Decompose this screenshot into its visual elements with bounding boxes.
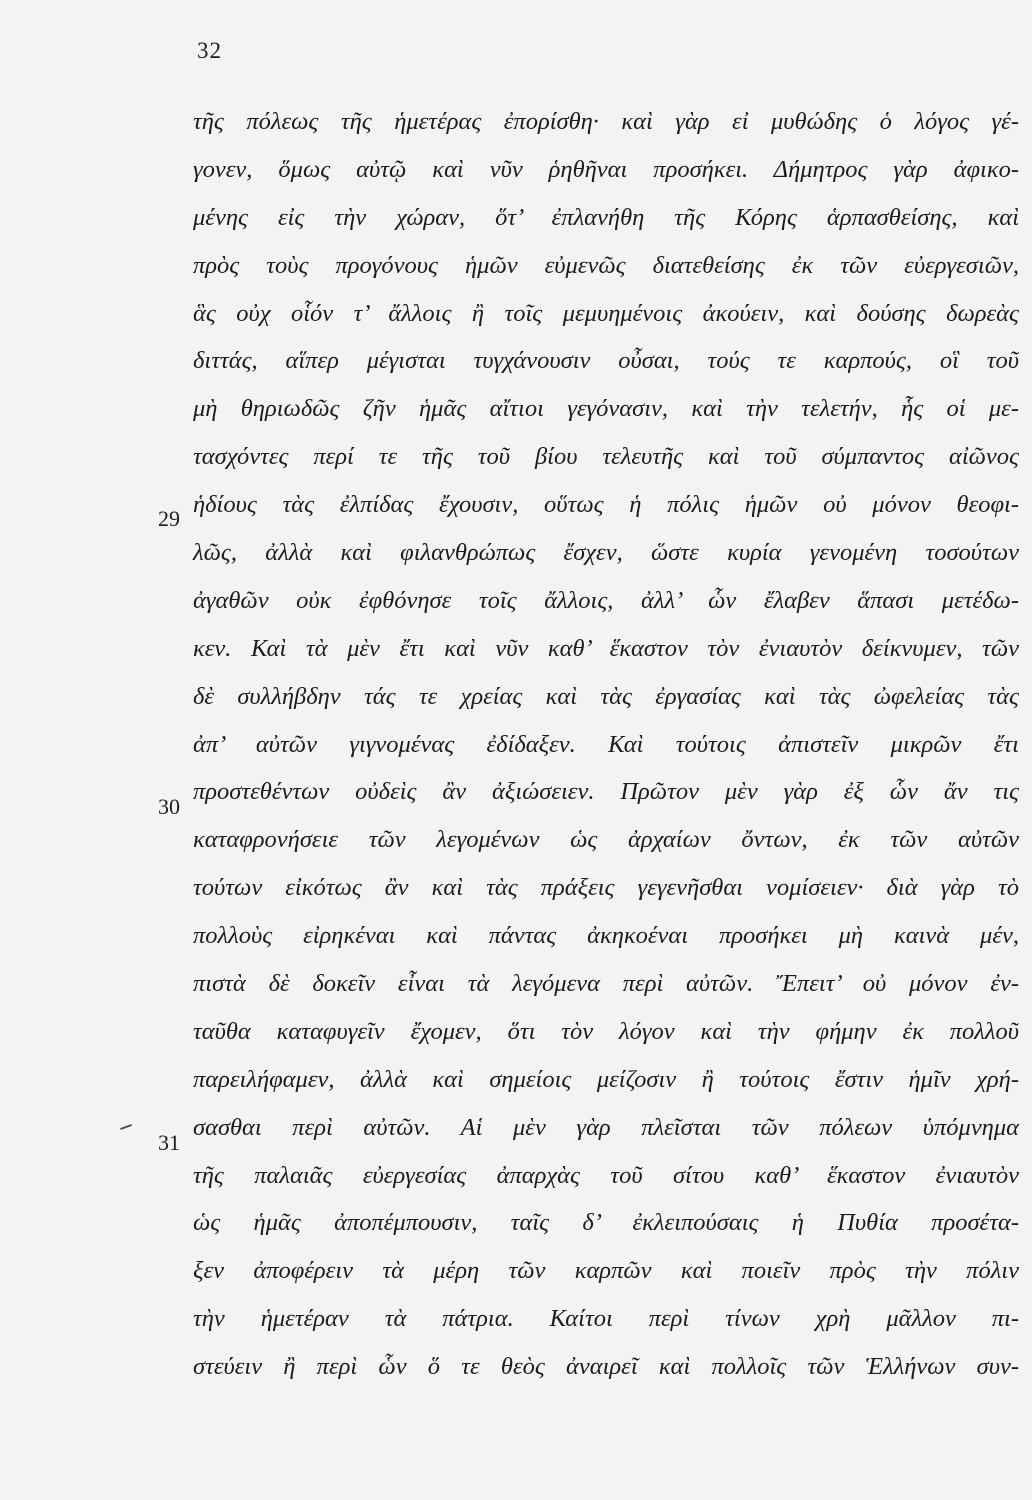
text-line: γονεν, ὅμως αὐτῷ καὶ νῦν ῥηθῆναι προσήκει. Δήμητρος γὰρ ἀφικο-: [193, 155, 1019, 183]
section-number-29: 29: [158, 506, 180, 531]
text-line: τούτων εἰκότως ἂν καὶ τὰς πράξεις γεγενῆσθαι νομίσειεν· διὰ γὰρ τὸ: [193, 874, 1019, 902]
text-line: ἡδίους τὰς ἐλπίδας ἔχουσιν, οὕτως ἡ πόλις ἡμῶν οὐ μόνον θεοφι-: [193, 491, 1019, 519]
page-number: 32: [197, 38, 222, 63]
text-line: ἀγαθῶν οὐκ ἐφθόνησε τοῖς ἄλλοις, ἀλλ’ ὧν ἔλαβεν ἅπασι μετέδω-: [193, 586, 1019, 614]
text-line: τῆς παλαιᾶς εὐεργεσίας ἀπαρχὰς τοῦ σίτου καθ’ ἕκαστον ἐνιαυτὸν: [193, 1161, 1019, 1189]
text-line: δὲ συλλήβδην τάς τε χρείας καὶ τὰς ἐργασίας καὶ τὰς ὠφελείας τὰς: [193, 682, 1019, 710]
text-line: τὴν ἡμετέραν τὰ πάτρια. Καίτοι περὶ τίνων χρὴ μᾶλλον πι-: [193, 1305, 1019, 1333]
text-line: πρὸς τοὺς προγόνους ἡμῶν εὐμενῶς διατεθείσης ἐκ τῶν εὐεργεσιῶν,: [193, 251, 1019, 279]
text-line: παρειλήφαμεν, ἀλλὰ καὶ σημείοις μείζοσιν ἢ τούτοις ἔστιν ἡμῖν χρή-: [193, 1065, 1019, 1093]
text-line: σασθαι περὶ αὐτῶν. Αἱ μὲν γὰρ πλεῖσται τῶν πόλεων ὑπόμνημα: [193, 1113, 1019, 1141]
text-line: ἀπ’ αὐτῶν γιγνομένας ἐδίδαξεν. Καὶ τούτοις ἀπιστεῖν μικρῶν ἔτι: [193, 730, 1019, 758]
stray-ink-mark: [120, 1124, 132, 1130]
text-line: λῶς, ἀλλὰ καὶ φιλανθρώπως ἔσχεν, ὥστε κυρία γενομένη τοσούτων: [193, 539, 1019, 567]
text-line: προστεθέντων οὐδεὶς ἂν ἀξιώσειεν. Πρῶτον μὲν γὰρ ἐξ ὧν ἄν τις: [193, 778, 1019, 806]
text-line: τῆς πόλεως τῆς ἡμετέρας ἐπορίσθη· καὶ γὰρ εἰ μυθώδης ὁ λόγος γέ-: [193, 108, 1019, 135]
text-line: τασχόντες περί τε τῆς τοῦ βίου τελευτῆς καὶ τοῦ σύμπαντος αἰῶνος: [193, 443, 1019, 471]
text-line: μένης εἰς τὴν χώραν, ὅτ’ ἐπλανήθη τῆς Κόρης ἁρπασθείσης, καὶ: [193, 203, 1019, 231]
text-line: μὴ θηριωδῶς ζῆν ἡμᾶς αἴτιοι γεγόνασιν, καὶ τὴν τελετήν, ἧς οἱ με-: [193, 395, 1019, 423]
text-line: ὡς ἡμᾶς ἀποπέμπουσιν, ταῖς δ’ ἐκλειπούσαις ἡ Πυθία προσέτα-: [193, 1209, 1019, 1237]
text-line: διττάς, αἵπερ μέγισται τυγχάνουσιν οὖσαι, τούς τε καρπούς, οἳ τοῦ: [193, 347, 1019, 375]
text-line: πιστὰ δὲ δοκεῖν εἶναι τὰ λεγόμενα περὶ αὐτῶν. Ἔπειτ’ οὐ μόνον ἐν-: [193, 970, 1019, 998]
section-number-31: 31: [158, 1130, 180, 1155]
text-line: ἃς οὐχ οἷόν τ’ ἄλλοις ἢ τοῖς μεμυημένοις ἀκούειν, καὶ δούσης δωρεὰς: [193, 299, 1019, 327]
section-number-30: 30: [158, 794, 180, 819]
body-text: [193, 98, 1019, 1391]
text-line: στεύειν ἢ περὶ ὧν ὅ τε θεὸς ἀναιρεῖ καὶ πολλοῖς τῶν Ἑλλήνων συν-: [193, 1353, 1019, 1381]
text-line: ταῦθα καταφυγεῖν ἔχομεν, ὅτι τὸν λόγον καὶ τὴν φήμην ἐκ πολλοῦ: [193, 1017, 1019, 1045]
text-line: κεν. Καὶ τὰ μὲν ἔτι καὶ νῦν καθ’ ἕκαστον τὸν ἐνιαυτὸν δείκνυμεν, τῶν: [193, 634, 1019, 662]
text-line: καταφρονήσειε τῶν λεγομένων ὡς ἀρχαίων ὄντων, ἐκ τῶν αὐτῶν: [193, 826, 1019, 854]
text-line: ξεν ἀποφέρειν τὰ μέρη τῶν καρπῶν καὶ ποιεῖν πρὸς τὴν πόλιν: [193, 1257, 1019, 1285]
text-line: πολλοὺς εἰρηκέναι καὶ πάντας ἀκηκοέναι προσήκει μὴ καινὰ μέν,: [193, 922, 1019, 950]
